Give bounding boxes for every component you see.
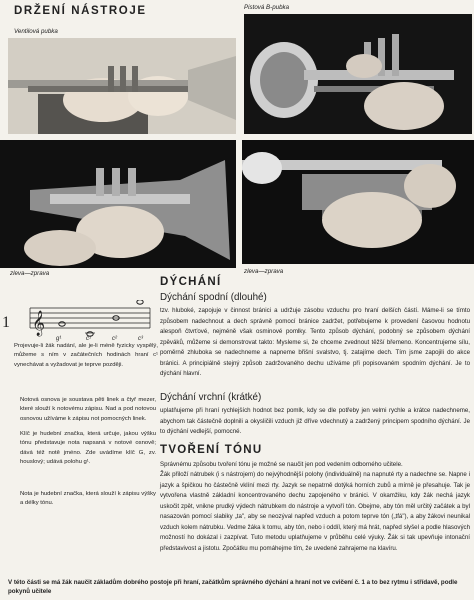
caption-piston-trumpet: Pistová B-pubka [244, 4, 290, 11]
note-label-g1: g¹ [56, 336, 62, 342]
music-staff-example [12, 300, 152, 340]
note-label-c3: c³ [138, 336, 143, 342]
sidebar-note-definition: Nota je hudební značka, která slouží k zápisu výšky a délky tónu. [20, 491, 156, 507]
caption-valve-trumpet: Ventilová pubka [14, 28, 58, 35]
note-label-c2: c² [112, 336, 117, 342]
breathing-lower-text: tzv. hluboké, zapojuje v činnost bránici a udržuje zásobu vzduchu pro hraní delších částí. Máme-li se tímto způsobem nadechnout a dech správně pomocí bránice zadržet, potřebujeme k provedení časovou hodnotu alespoň čtvrťové, nejméně však osminové pomlky. Tento způsob dýchání, podobný se způsobem dýchání zpěváků, můžeme si demonstrovat takto: Mysleme si, že chceme zvednout těžší břemeno. Koncentrujeme sílu, poměrně zhluboka se nadechneme a napneme břišní svalstvo, tj. zatajíme dech. Tím jsme zapojili do akce bránici. A principiálně stejný způsob zadržovaného dechu užíváme při popisovaném spodním dýchání. Je to dýchání hlavní. [160, 307, 470, 377]
note-label-c1: c¹ [86, 336, 91, 342]
tone-heading: TVOŘENÍ TÓNU [160, 444, 263, 456]
notation-caption: Projevuje-li žák nadání, ale je-li méně fyzicky vyspělý, můžeme s ním v začátečních hodinách hraní c¹ vynechávat a vyžadovat je teprve později. [14, 343, 158, 368]
breathing-upper-text: uplatňujeme při hraní rychlejších hodnot bez pomlk, kdy se dle potřeby jen velmi rychle a krátce nadechneme, abychom tak částečně doplnili a okysličili vzduch již dříve vdechnutý a zadržený principem spodního dýchání. Je to dýchání vedlejší, pomocné. [160, 407, 470, 435]
page-title: DRŽENÍ NÁSTROJE [14, 5, 147, 17]
tone-intro-text: Správnému způsobu tvoření tónu je možné se naučit jen pod vedením odborného učitele. [160, 461, 403, 468]
sidebar-staff-definition: Notová osnova je soustava pěti linek a čtyř mezer, které slouží k notovému zápisu. Nad a pod notovou osnovou užíváme k zápisu not pomocných linek. [20, 397, 156, 422]
caption-left-right-2: zleva—zprava [244, 268, 284, 275]
photo-hand-position-right [242, 140, 474, 264]
photo-piston-trumpet [244, 14, 472, 134]
caption-left-right-1: zleva—zprava [10, 270, 50, 277]
sidebar-clef-definition: Klíč je hudební značka, která určuje, jakou výšku tónu představuje nota napsaná v notové osnově; dává též notě jméno. Zde uvádíme klíč G, zv. houslový; udává polohu g¹. [20, 431, 156, 465]
photo-hand-position-left [0, 140, 236, 268]
breathing-heading: DÝCHÁNÍ [160, 276, 222, 288]
breathing-lower-subheading: Dýchání spodní (dlouhé) [160, 292, 267, 303]
photo-valve-trumpet [8, 38, 236, 134]
footer-instruction: V této části se má žák naučit základům dobrého postoje při hraní, začátkům správného dýchání a hraní not ve cvičení č. 1 a to bez rytmu i střídavě, podle pokynů učitele [8, 579, 458, 595]
breathing-upper-subheading: Dýchání vrchní (krátké) [160, 392, 262, 403]
tone-body-text: Žák přiloží nátrubek (i s nástrojem) do nejvýhodnější polohy (individuálně) na napnuté rty a nadechne se. Napne i jazyk a špičkou ho částečně vklíní mezi rty. Jazyk se nepatrně dotýká horních zubů a mírně je přesahuje. Tak je vytvořena vlastně základní koncentrovaného dechu zapojeného v bránici. V okamžiku, kdy žák nechá jazyk uskočit zpět, vnikne prudký výdech nátrubkem do nástroje a vytvoří tón. Obejme, aby tón měl určitý začátek a byl nasazován pomocí slabiky „ta", aby se neozýval napřed vzduch a potom teprve tón („tfá"), a aby žákovi neunikal vzduch kolem nátrubku. Vedme žáka k tomu, aby tón, nebo i oddíl, který má hrát, napřed slyšel a podle hlasových možností ho dokázal i zazpívat. Tuto metodu uplatňujeme v průběhu celé výuky. Žák si tak upevňuje intonační představivost a jistotu. Zpočátku mu pomáhejme tím, že uvedené zahrajeme na klavíru. [160, 471, 470, 552]
svg-text:𝄞: 𝄞 [32, 311, 46, 336]
section-number: 1 [2, 314, 10, 331]
